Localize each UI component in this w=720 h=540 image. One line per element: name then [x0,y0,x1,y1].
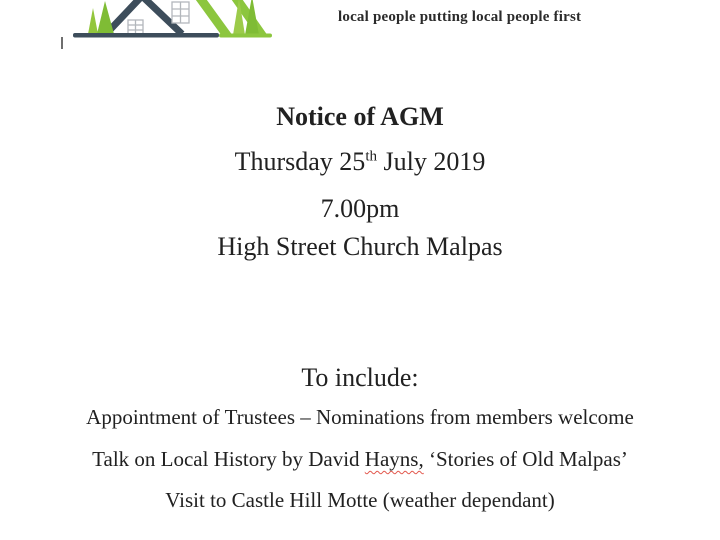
houses-logo-graphic [36,0,336,55]
spellcheck-underlined-word: Hayns, [364,447,424,471]
agm-date-rest: July 2019 [377,147,486,176]
logo-tree-icon [97,1,114,34]
agenda-item-visit: Visit to Castle Hill Motte (weather dependant) [165,488,555,512]
logo-window-icon [172,2,189,23]
logo-tree-icon [88,8,98,34]
houses-logo [36,0,336,55]
agm-time: 7.00pm [320,194,400,223]
logo-ground-line-green [219,34,272,38]
agm-date-day: Thursday 25 [234,147,366,176]
logo-green-roof-slope-1 [193,0,233,36]
logo-window-icon [128,20,143,35]
agm-date [0,147,720,177]
agenda-item-talk-post: ‘Stories of Old Malpas’ [423,447,628,471]
logo-ground-line-dark [73,33,219,38]
cursor-mark [61,37,63,49]
agm-date-ordinal: th [365,148,378,165]
logo-dark-roof [106,0,182,34]
agm-title: Notice of AGM [276,102,444,131]
agenda-heading: To include: [301,363,419,392]
agm-venue: High Street Church Malpas [217,232,503,261]
agenda-item-talk-pre: Talk on Local History by David [92,447,365,471]
agenda-item-talk [0,447,720,472]
logo-tagline: local people putting local people first [338,9,582,25]
agenda-item-trustees: Appointment of Trustees – Nominations from members welcome [86,405,634,429]
